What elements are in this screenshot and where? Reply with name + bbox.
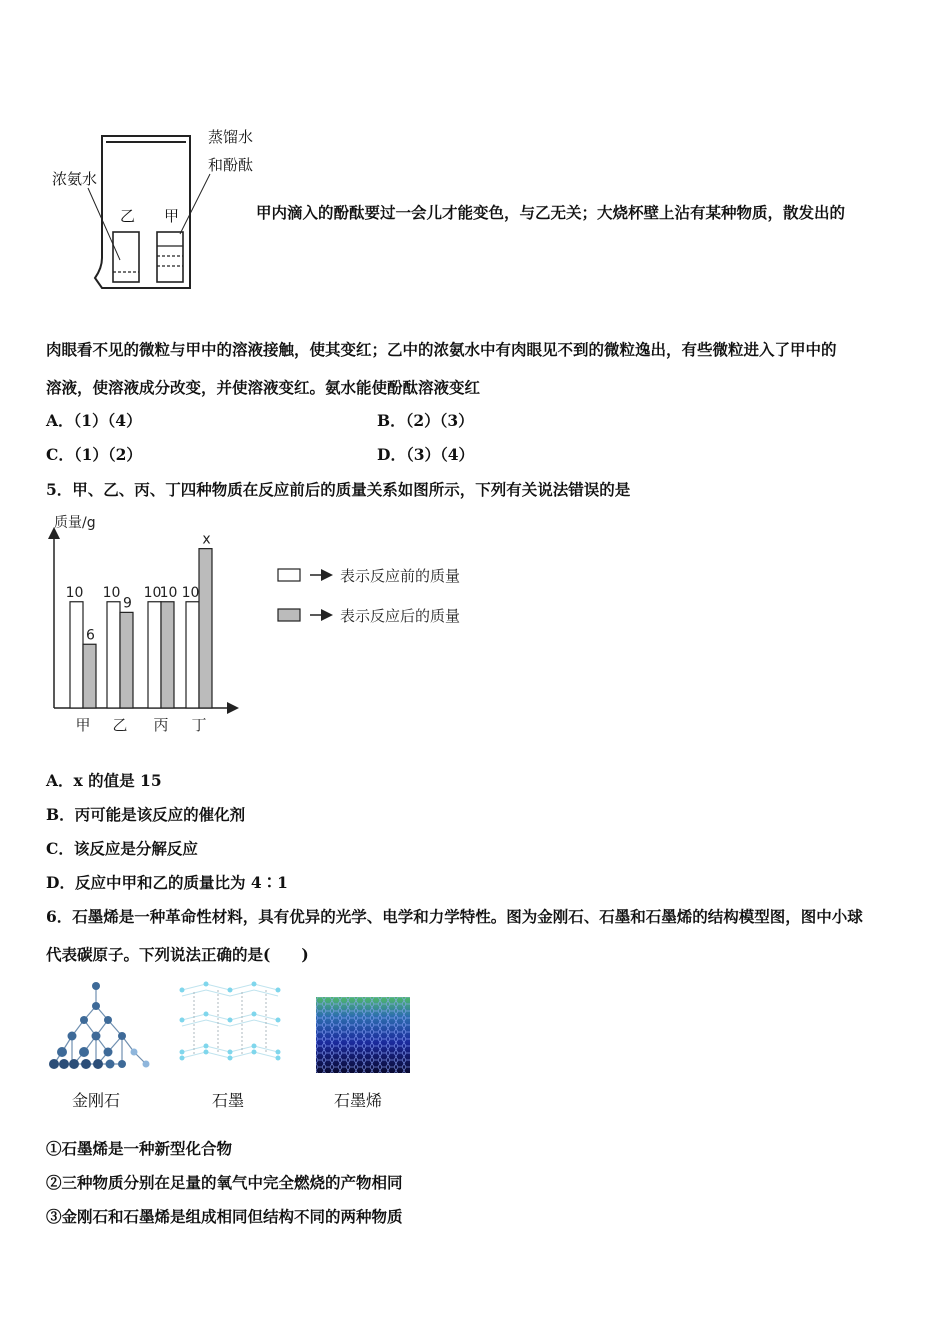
category-label-3: 丁 [191,716,207,734]
bar-after-3 [199,549,212,708]
label-beaker-yi: 乙 [120,207,136,225]
legend-label-before: 表示反应前的质量 [340,567,461,585]
mass-bar-chart [40,508,500,743]
q5-option-c: C．该反应是分解反应 [46,839,198,858]
q4-explanation-line3: 溶液，使溶液成分改变，并使溶液变红。氨水能使酚酞溶液变红 [46,378,481,397]
category-label-0: 甲 [75,716,91,734]
data-label-before-3: 10 [181,584,200,601]
data-label-after-1: 9 [123,595,132,612]
q4-explanation-line2: 肉眼看不见的微粒与甲中的溶液接触，使其变红；乙中的浓氨水中有肉眼见不到的微粒逸出，有些微粒进入了甲中的 [46,340,837,359]
q4-explanation-line1: 甲内滴入的酚酞要过一会儿才能变色，与乙无关；大烧杯壁上沾有某种物质，散发出的 [256,203,846,222]
bar-after-1 [120,612,133,708]
q5-option-d: D．反应中甲和乙的质量比为 4∶1 [46,873,288,892]
chart-canvas [40,508,500,743]
data-label-after-2: 10 [159,584,178,601]
label-ammonia: 浓氨水 [52,170,98,188]
label-phenolphthalein: 和酚酞 [208,156,254,174]
q5-option-b: B．丙可能是该反应的催化剂 [46,805,246,824]
q4-option-b: B．（2）（3） [377,411,474,430]
data-label-before-1: 10 [102,584,121,601]
diamond-model [44,978,154,1078]
bar-before-0 [70,602,83,708]
caption-graphite: 石墨 [212,1091,245,1110]
q6-stem-line2: 代表碳原子。下列说法正确的是( ) [46,945,309,964]
graphite-image [176,980,284,1072]
q4-option-c: C．（1）（2） [46,445,142,464]
label-beaker-jia: 甲 [164,207,180,225]
legend-label-after: 表示反应后的质量 [340,607,461,625]
graphene-model [316,997,410,1073]
bar-before-3 [186,602,199,708]
legend-swatch-before [278,569,300,581]
beaker-figure [40,118,270,308]
q6-stem-line1: 6．石墨烯是一种革命性材料，具有优异的光学、电学和力学特性。图为金刚石、石墨和石墨烯的结构模型图，图中小球 [46,907,863,926]
bar-before-2 [148,602,161,708]
q5-stem: 5．甲、乙、丙、丁四种物质在反应前后的质量关系如图所示，下列有关说法错误的是 [46,480,631,499]
label-distilled-water: 蒸馏水 [208,128,254,146]
caption-diamond: 金刚石 [72,1091,121,1110]
legend-swatch-after [278,609,300,621]
bar-before-1 [107,602,120,708]
data-label-after-3: x [202,531,211,548]
diamond-image [44,978,154,1078]
q4-option-a: A．（1）（4） [46,411,142,430]
graphite-model [176,980,284,1072]
data-label-after-0: 6 [86,627,95,644]
q4-option-d: D．（3）（4） [377,445,475,464]
q6-statement-1: ①石墨烯是一种新型化合物 [46,1139,233,1158]
category-label-2: 丙 [153,716,169,734]
bar-after-2 [161,602,174,708]
bar-after-0 [83,644,96,708]
q6-statement-2: ②三种物质分别在足量的氧气中完全燃烧的产物相同 [46,1173,403,1192]
data-label-before-0: 10 [65,584,84,601]
q5-option-a: A．x 的值是 15 [46,771,162,790]
graphene-image [316,997,410,1073]
caption-graphene: 石墨烯 [334,1091,383,1110]
y-axis-label: 质量/g [54,515,96,531]
data-label-before-2: 10 [143,584,162,601]
category-label-1: 乙 [112,716,128,734]
q6-statement-3: ③金刚石和石墨烯是组成相同但结构不同的两种物质 [46,1207,403,1226]
